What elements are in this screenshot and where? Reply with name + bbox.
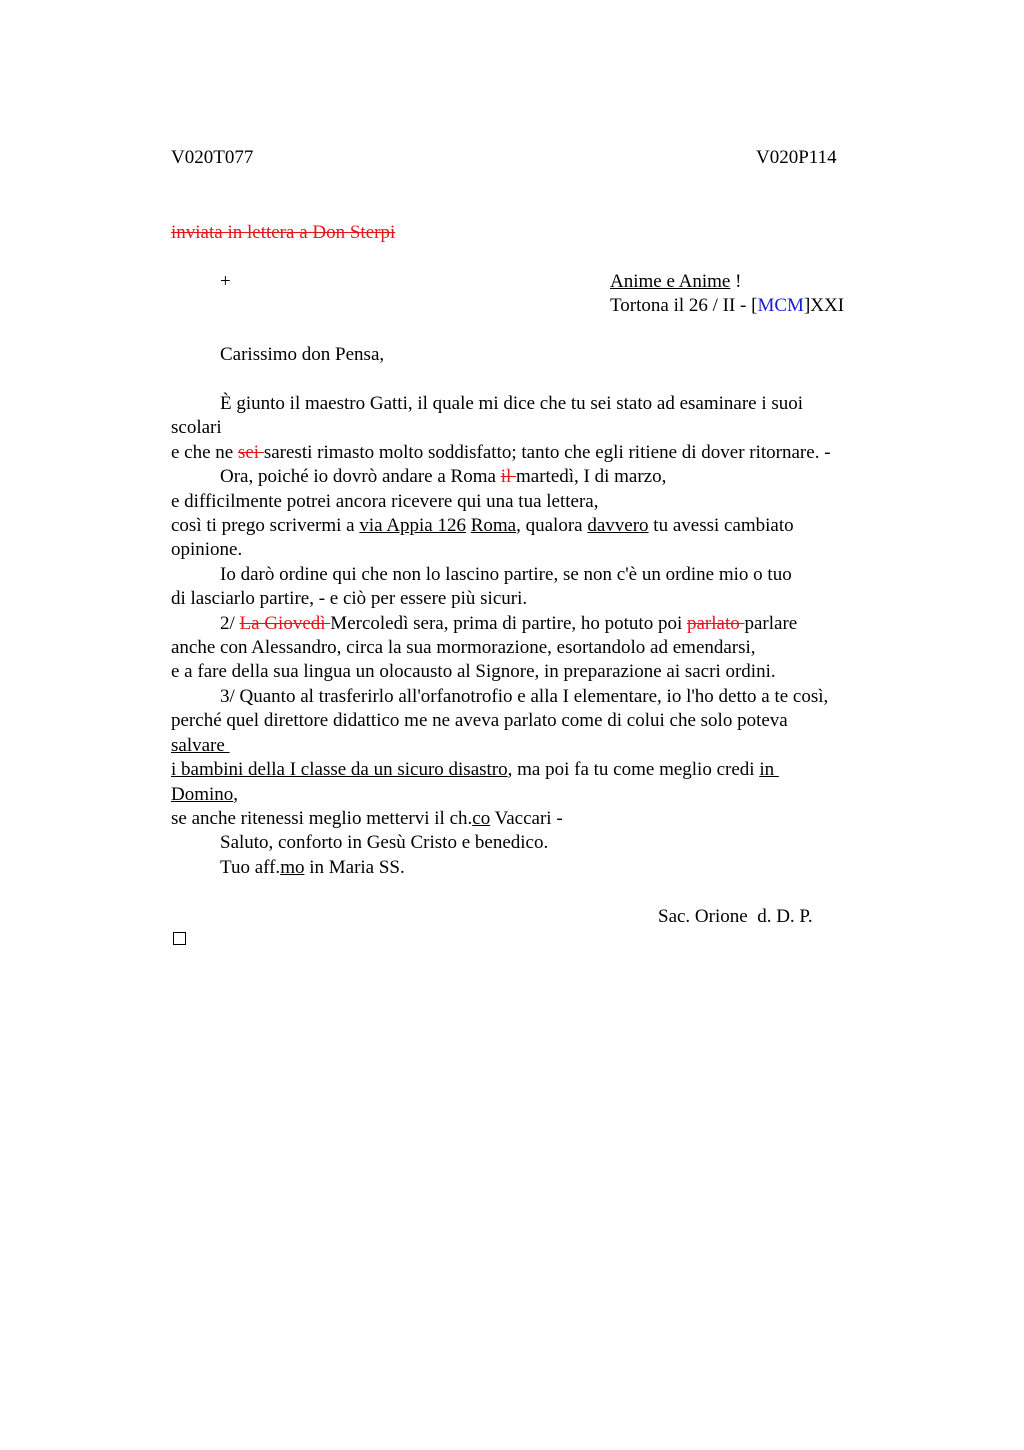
struck-word: La Giovedì bbox=[239, 612, 331, 634]
empty-box-icon bbox=[173, 932, 186, 945]
text-line: Ora, poiché io dovrò andare a Roma il martedì, I di marzo, bbox=[220, 466, 667, 488]
text-line: salvare bbox=[171, 734, 230, 756]
text-line: se anche ritenessi meglio mettervi il ch.co Vaccari - bbox=[171, 807, 563, 829]
header-right-code: V020P114 bbox=[756, 147, 837, 168]
text-line: perché quel direttore didattico me ne aveva parlato come di colui che solo poteva bbox=[171, 710, 788, 732]
struck-word: sei bbox=[237, 441, 264, 463]
header-left-code: V020T077 bbox=[171, 147, 254, 168]
text-line: così ti prego scrivermi a via Appia 126 Roma, qualora davvero tu avessi cambiato bbox=[171, 515, 794, 537]
underlined-address: via Appia 126 bbox=[359, 515, 466, 537]
text-line: Domino, bbox=[171, 783, 239, 805]
text-line: anche con Alessandro, circa la sua mormorazione, esortandolo ad emendarsi, bbox=[171, 637, 756, 659]
text-line: È giunto il maestro Gatti, il quale mi dice che tu sei stato ad esaminare i suoi bbox=[220, 393, 804, 414]
motto-text: Anime e Anime bbox=[610, 271, 731, 292]
text-line: Io darò ordine qui che non lo lascino partire, se non c'è un ordine mio o tuo bbox=[220, 563, 792, 585]
text-line: e che ne sei saresti rimasto molto soddisfatto; tanto che egli ritiene di dover ritornare. - bbox=[171, 441, 831, 463]
text-line: opinione. bbox=[171, 539, 243, 561]
text-line: i bambini della I classe da un sicuro disastro, ma poi fa tu come meglio credi in bbox=[171, 759, 779, 781]
signature: Sac. Orione d. D. P. bbox=[658, 906, 813, 927]
struck-note: inviata in lettera a Don Sterpi bbox=[171, 222, 396, 243]
underlined-city: Roma bbox=[470, 515, 517, 537]
underlined-word: davvero bbox=[587, 515, 649, 537]
text-line: 3/ Quanto al trasferirlo all'orfanotrofio e alla I elementare, io l'ho detto a te così, bbox=[220, 685, 829, 707]
dateline-bracket: MCM bbox=[757, 295, 804, 316]
letter-body bbox=[171, 392, 891, 880]
dateline-suffix: ]XXI bbox=[803, 295, 845, 316]
dateline bbox=[610, 294, 844, 318]
dateline-prefix: Tortona il 26 / II - [ bbox=[610, 295, 758, 316]
text-line: di lasciarlo partire, - e ciò per essere più sicuri. bbox=[171, 588, 528, 610]
text-line: Saluto, conforto in Gesù Cristo e benedico. bbox=[220, 832, 549, 854]
underlined-phrase: i bambini della I classe da un sicuro disastro bbox=[171, 759, 508, 781]
motto-exclaim: ! bbox=[730, 271, 742, 292]
struck-word: il bbox=[500, 466, 516, 488]
cross-mark: + bbox=[220, 271, 231, 292]
salutation: Carissimo don Pensa, bbox=[220, 344, 385, 365]
text-line: e a fare della sua lingua un olocausto al Signore, in preparazione ai sacri ordini. bbox=[171, 661, 776, 683]
text-line: 2/ La Giovedì Mercoledì sera, prima di partire, ho potuto poi parlato parlare bbox=[220, 612, 798, 634]
text-line: scolari bbox=[171, 417, 222, 439]
text-line: Tuo aff.mo in Maria SS. bbox=[220, 856, 405, 878]
struck-word: parlato bbox=[686, 612, 745, 634]
motto bbox=[610, 270, 741, 294]
text-line: e difficilmente potrei ancora ricevere qui una tua lettera, bbox=[171, 490, 599, 512]
